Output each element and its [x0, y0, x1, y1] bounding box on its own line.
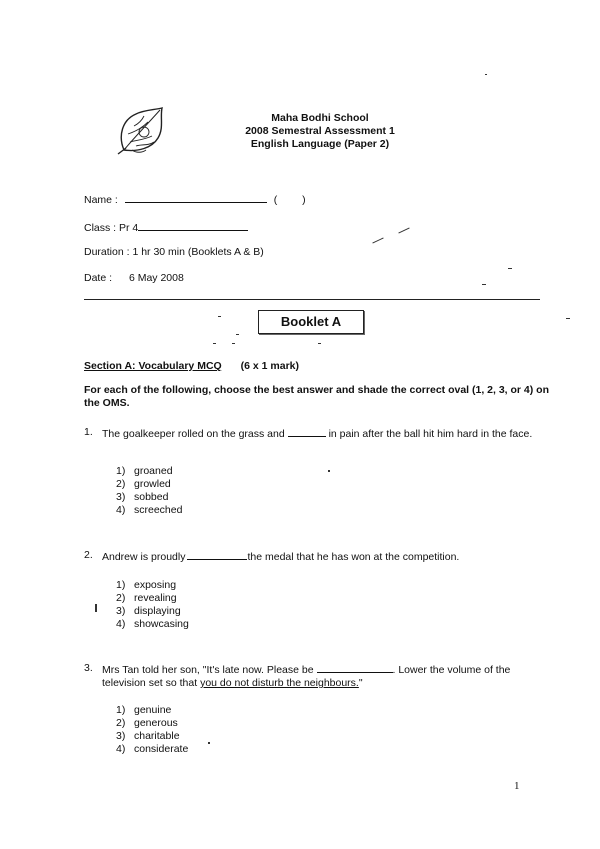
header-divider [84, 299, 540, 300]
question-number: 3. [84, 662, 93, 674]
question-text-before: The goalkeeper rolled on the grass and [102, 428, 285, 440]
section-title: Section A: Vocabulary MCQ [84, 360, 222, 372]
question-text-before: Andrew is proudly [102, 551, 186, 563]
class-blank[interactable] [138, 220, 248, 231]
question-text-before: Mrs Tan told her son, "It's late now. Please be [102, 664, 314, 676]
school-name: Maha Bodhi School [271, 112, 369, 124]
scan-speck [208, 742, 210, 744]
closing-quote: " [358, 677, 363, 689]
scan-speck [398, 228, 409, 234]
scan-speck [236, 334, 239, 335]
name-blank[interactable] [125, 192, 267, 203]
date-row [84, 272, 184, 284]
school-logo [114, 106, 170, 158]
underlined-phrase: you do not disturb the neighbours. [200, 677, 359, 689]
instructions: For each of the following, choose the best answer and shade the correct oval (1, 2, 3, or 4) on the OMS. [84, 384, 550, 409]
option-2: 2) growled [116, 478, 171, 490]
option-1: 1) groaned [116, 465, 173, 477]
scan-speck [482, 284, 486, 285]
question-3-options [116, 704, 188, 756]
subject-title: English Language (Paper 2) [250, 138, 390, 150]
scan-speck [213, 343, 216, 344]
booklet-title: Booklet A [258, 310, 364, 334]
option-3: 3) displaying [116, 605, 181, 617]
option-4: 4) showcasing [116, 618, 189, 630]
scan-speck [318, 343, 321, 344]
duration-text: Duration : 1 hr 30 min (Booklets A & B) [84, 246, 264, 258]
question-text-after: in pain after the ball hit him hard in the face. [328, 428, 533, 440]
question-text-after: . Lower the volume of the television set so that [102, 664, 511, 689]
assessment-title: 2008 Semestral Assessment 1 [245, 125, 395, 137]
date-label: Date : [84, 272, 113, 284]
question-number: 1. [84, 426, 93, 438]
section-marks: (6 x 1 mark) [240, 360, 299, 372]
date-value: 6 May 2008 [128, 272, 184, 284]
scan-speck [372, 238, 383, 244]
answer-blank [187, 549, 247, 560]
question-1 [84, 426, 552, 441]
question-2-options [116, 579, 189, 631]
option-2: 2) generous [116, 717, 178, 729]
question-text-after: the medal that he has won at the competition. [247, 551, 460, 563]
name-row [84, 192, 306, 206]
scan-speck [95, 604, 97, 612]
question-1-options [116, 465, 182, 517]
option-2: 2) revealing [116, 592, 177, 604]
option-1: 1) genuine [116, 704, 172, 716]
section-heading [84, 360, 299, 372]
class-label: Class : Pr 4 [84, 222, 139, 234]
option-3: 3) charitable [116, 730, 180, 742]
scan-speck [508, 268, 512, 269]
scan-speck [232, 343, 235, 344]
scan-speck [328, 470, 330, 472]
name-label: Name : [84, 194, 118, 206]
answer-blank [317, 662, 393, 673]
document-header [200, 112, 440, 151]
question-2 [84, 549, 552, 564]
scan-speck [485, 74, 487, 75]
index-paren-open: ( [273, 194, 278, 206]
question-3 [84, 662, 552, 690]
duration-row [84, 246, 264, 258]
class-row [84, 220, 248, 234]
option-1: 1) exposing [116, 579, 177, 591]
option-4: 4) screeched [116, 504, 183, 516]
answer-blank [288, 426, 326, 437]
page-number: 1 [514, 780, 520, 792]
option-3: 3) sobbed [116, 491, 169, 503]
index-paren-close: ) [302, 194, 306, 206]
question-number: 2. [84, 549, 93, 561]
option-4: 4) considerate [116, 743, 189, 755]
scan-speck [218, 316, 221, 317]
scan-speck [566, 318, 570, 319]
